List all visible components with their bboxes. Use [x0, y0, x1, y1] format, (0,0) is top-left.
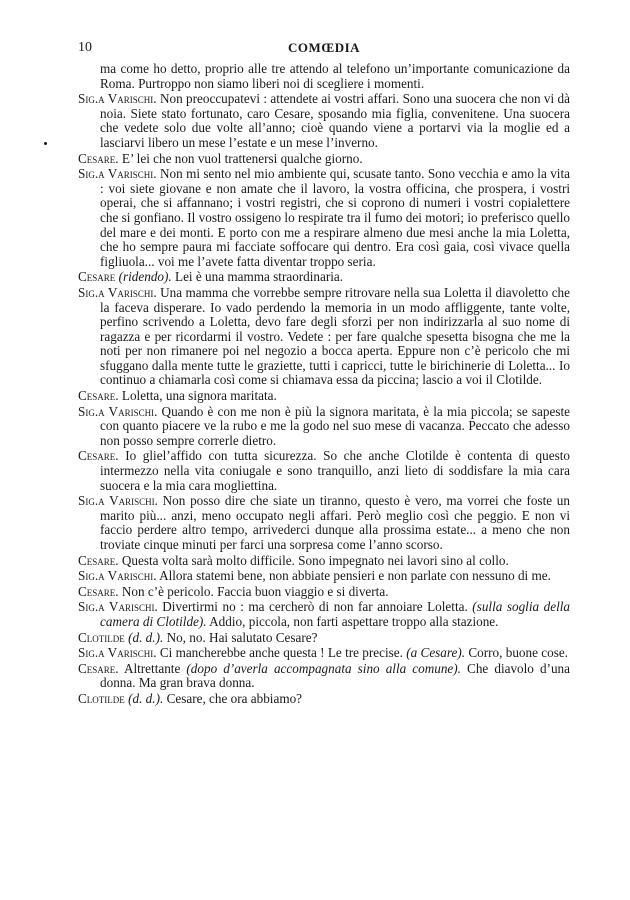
paragraph-text: ma come ho detto, proprio alle tre attendo al telefono un’importante comunicazione da Roma. Purtroppo non siamo liberi noi di scegliere i momenti.: [100, 61, 570, 91]
dialogue-line: [78, 389, 570, 404]
dialogue-line: [78, 152, 570, 167]
continued-paragraph: [78, 62, 570, 91]
dialogue-line: [78, 662, 570, 691]
speaker-name: Cesare.: [78, 552, 119, 568]
speaker-name: Sig.a Varischi.: [78, 493, 158, 509]
dialogue-text: Io gliel’affido con tutta sicurezza. So che anche Clotilde è contenta di questo intermezzo nella vita coniugale e sono tranquillo, anzi lieto di soddisfare la mia cara suocera e la mia cara mogliettina.: [100, 448, 570, 493]
dialogue-text: Loletta, una signora maritata.: [118, 388, 277, 404]
dialogue-line: [78, 631, 570, 646]
dialogue-text: Allora statemi bene, non abbiate pensieri e non parlate con nessuno di me.: [156, 568, 551, 584]
speaker-name: Sig.a Varischi.: [78, 403, 158, 419]
dialogue-text: No, no. Hai salutato Cesare?: [163, 629, 318, 645]
dialogue-text: E’ lei che non vuol trattenersi qualche giorno.: [118, 150, 363, 166]
speaker-name: Clotilde: [78, 690, 125, 706]
play-text: [78, 62, 570, 707]
dialogue-text: Questa volta sarà molto difficile. Sono impegnato nei lavori sino al collo.: [118, 552, 509, 568]
speaker-name: Cesare.: [78, 448, 119, 464]
dialogue-line: [78, 494, 570, 552]
dialogue-line: [78, 600, 570, 629]
speaker-name: Cesare.: [78, 150, 119, 166]
stage-direction: (dopo d’averla accompagnata sino alla comune).: [186, 660, 461, 676]
speaker-name: Cesare.: [78, 583, 119, 599]
dialogue-line: [78, 405, 570, 449]
dialogue-line: [78, 569, 570, 584]
dialogue-line: [78, 646, 570, 661]
dialogue-text: Non c’è pericolo. Faccia buon viaggio e si diverta.: [118, 583, 389, 599]
speaker-name: Clotilde: [78, 629, 125, 645]
speaker-name: Sig.a Varischi.: [78, 166, 157, 182]
dialogue-text: Quando è con me non è più la signora maritata, è la mia piccola; se sapeste con quanto piacere ve la rubo e me la godo nel suo mese di vacanza. Peccato che adesso non posso sempre correrle dietro.: [100, 403, 571, 448]
dialogue-text: Ci mancherebbe anche questa ! Le tre precise.: [156, 645, 407, 661]
margin-mark: [44, 142, 47, 145]
dialogue-line: [78, 449, 570, 493]
stage-direction: (sulla soglia della camera di Clotilde).: [100, 599, 571, 629]
page-number: 10: [78, 40, 92, 55]
dialogue-text: Cesare, che ora abbiamo?: [163, 690, 303, 706]
dialogue-line: [78, 167, 570, 269]
speaker-name: Cesare.: [78, 388, 119, 404]
speaker-name: Sig.a Varischi.: [78, 284, 157, 300]
running-title: COMŒDIA: [287, 40, 361, 55]
dialogue-text: Corro, buone cose.: [465, 645, 568, 661]
speaker-name: Sig.a Varischi.: [78, 91, 157, 107]
document-page: [78, 38, 570, 708]
dialogue-text: Non preoccupatevi : attendete ai vostri affari. Sono una suocera che non vi dà noia. Siete stato fortunato, caro Cesare, sposando mia figlia, convenitene. Una suocera che vedete solo due volte all’anno; cioè quando viene a portarvi via la moglie ed a lasciarvi libero un mese l’estate e un mese l’inverno.: [100, 91, 571, 150]
dialogue-text: Addio, piccola, non farti aspettare troppo alla stazione.: [206, 613, 499, 629]
dialogue-text: Altrettante: [118, 660, 187, 676]
stage-direction: (d. d.).: [124, 690, 164, 706]
speaker-name: Cesare.: [78, 660, 119, 676]
dialogue-line: [78, 92, 570, 150]
dialogue-text: Divertirmi no : ma cercherò di non far annoiare Loletta.: [157, 599, 473, 615]
speaker-name: Cesare: [78, 269, 116, 285]
speaker-name: Sig.a Varischi.: [78, 568, 157, 584]
speaker-name: Sig.a Varischi.: [78, 645, 157, 661]
dialogue-text: Che diavolo d’una donna. Ma gran brava donna.: [100, 660, 570, 691]
dialogue-text: Lei è una mamma straordinaria.: [171, 269, 344, 285]
dialogue-text: Una mamma che vorrebbe sempre ritrovare nella sua Loletta il diavoletto che la faceva disperare. Io vado perdendo la memoria in un modo affliggente, tante volte, perfino scrivendo a Loletta, devo fare degli sforzi per non indirizzarla al suo nome di ragazza e per ricordarmi il vostro. Vedete : per fare qualche spesetta bisogna che me la noti per non rimanere poi nel negozio a bocca aperta. Eppure non c’è pericolo che mi sfuggano dalla mente tutte le graziette, tutti i capricci, tutte le birichinerie di Loletta... Io continuo a chiamarla così come si chiamava essa da piccina; lascio a voi il Clotilde.: [100, 284, 571, 388]
dialogue-line: [78, 554, 570, 569]
dialogue-text: Non mi sento nel mio ambiente qui, scusate tanto. Sono vecchia e amo la vita : voi siete giovane e non amate che il lavoro, la vostra officina, che prospera, i vostri operai, che si affannano; i vostri registri, che si coprono di numeri i vostri copialettere che si gonfiano. Il vostro ossigeno lo respirate tra il fumo dei motori; io preferisco quello del mare e dei monti. E porto con me a respirare almeno due mesi anche la mia Loletta, che ho sempre paura mi facciate soffocare qui dentro. Era così gaia, così vivace quella figliuola... voi me l’avete fatta diventar troppo seria.: [100, 166, 570, 269]
dialogue-text: Non posso dire che siate un tiranno, questo è vero, ma vorrei che foste un marito più... anzi, meno occupato negli affari. Però meglio così che peggio. E non vi faccio perdere altro tempo, arrivederci dunque alla prossima estate... a meno che non troviate cinque minuti per farci una sorpresa come l’anno scorso.: [100, 493, 570, 552]
dialogue-line: [78, 692, 570, 707]
stage-direction: (d. d.).: [124, 629, 164, 645]
stage-direction: (a Cesare).: [406, 645, 466, 661]
stage-direction: (ridendo).: [115, 269, 172, 285]
dialogue-line: [78, 585, 570, 600]
speaker-name: Sig.a Varischi.: [78, 599, 158, 615]
dialogue-line: [78, 270, 570, 285]
page-header: [78, 38, 570, 62]
dialogue-line: [78, 286, 570, 388]
